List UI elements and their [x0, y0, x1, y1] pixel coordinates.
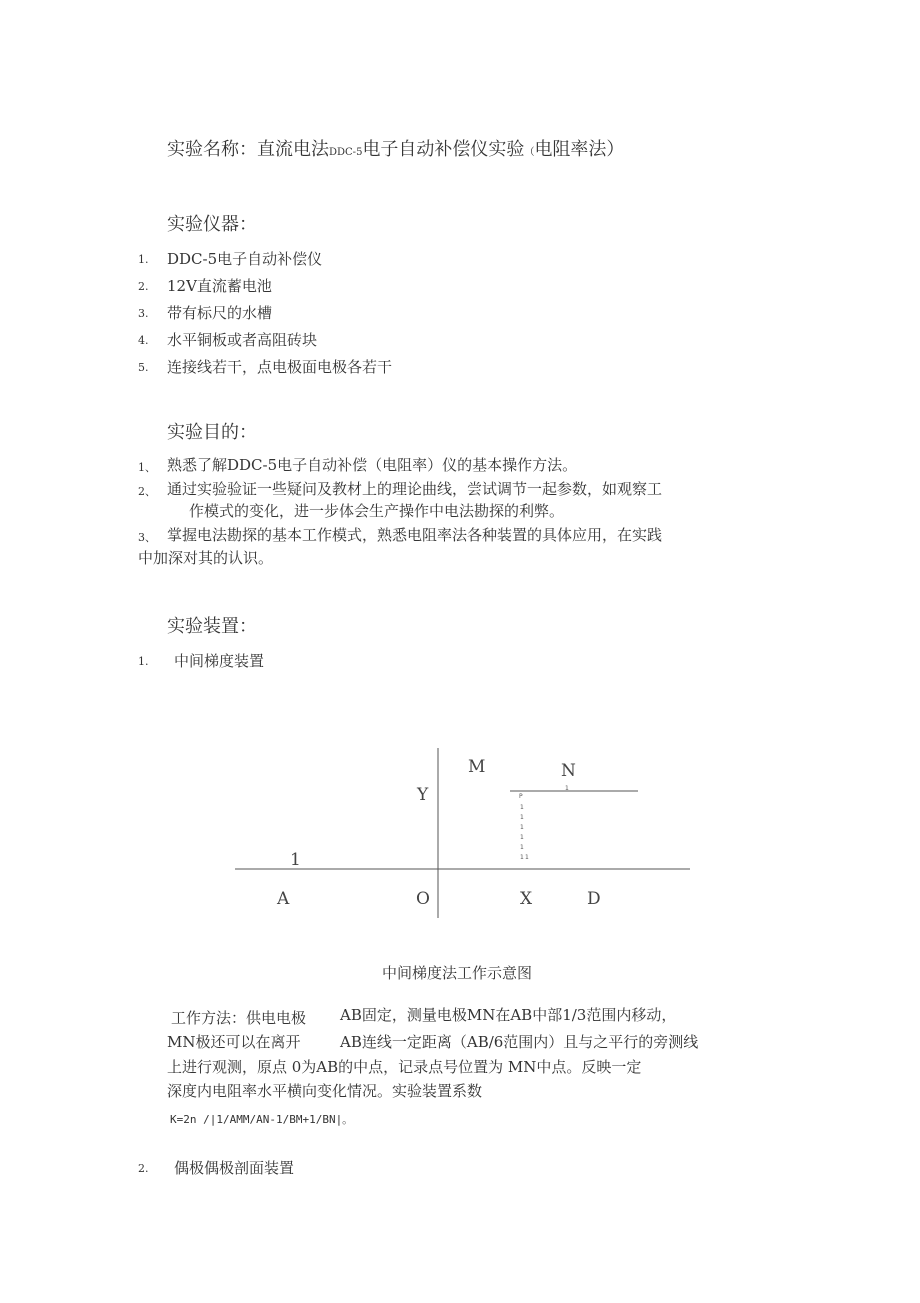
list-number: 4. [138, 334, 149, 347]
list-item: 通过实验验证一些疑问及教材上的理论曲线，尝试调节一起参数，如观察工 [167, 480, 663, 498]
label-m: M [468, 757, 486, 777]
list-number: 5. [138, 361, 149, 374]
tick-mark: 1 [520, 844, 524, 851]
setup-item: 中间梯度装置 [174, 652, 265, 670]
label-one: 1 [290, 850, 301, 870]
method-line: AB固定，测量电极MN在AB中部1/3范围内移动， [340, 1006, 677, 1024]
purpose-heading: 实验目的： [167, 422, 257, 443]
array-coefficient-formula: K=2n /|1/AMM/AN-1/BM+1/BN|。 [170, 1113, 354, 1126]
tick-mark: 1 [520, 854, 524, 861]
list-number: 1. [138, 253, 149, 266]
method-line: 深度内电阻率水平横向变化情况。实验装置系数 [167, 1082, 483, 1100]
list-item: 水平铜板或者高阻砖块 [167, 331, 318, 349]
label-o: O [416, 889, 430, 909]
list-item: 掌握电法勘探的基本工作模式，熟悉电阻率法各种装置的具体应用，在实践 [167, 526, 663, 544]
label-x: X [520, 889, 533, 909]
list-item: 熟悉了解DDC-5电子自动补偿（电阻率）仪的基本操作方法。 [167, 456, 578, 474]
setup-item: 偶极偶极剖面装置 [174, 1159, 295, 1177]
list-item: DDC-5电子自动补偿仪 [167, 250, 323, 268]
diagram-caption: 中间梯度法工作示意图 [382, 964, 533, 982]
list-number: 2、 [138, 485, 156, 498]
method-line: 工作方法：供电电极 [171, 1009, 307, 1027]
list-item: 连接线若干，点电极面电极各若干 [167, 358, 393, 376]
setup-heading: 实验装置： [167, 616, 257, 637]
tick-mark: 1 [520, 834, 524, 841]
list-item-continued: 中加深对其的认识。 [138, 549, 274, 567]
label-y: Y [417, 785, 429, 805]
tick-mark: 1 [520, 824, 524, 831]
list-number: 3. [138, 307, 149, 320]
list-item: 12V直流蓄电池 [167, 277, 272, 295]
method-line: MN极还可以在离开 [167, 1033, 301, 1051]
p-label: P [519, 793, 523, 800]
label-n: N [561, 761, 576, 781]
label-d: D [587, 889, 601, 909]
label-a: A [277, 889, 290, 909]
list-number: 1. [138, 655, 149, 668]
instruments-heading: 实验仪器： [167, 214, 257, 235]
list-item: 带有标尺的水槽 [167, 304, 273, 322]
list-number: 3、 [138, 531, 156, 544]
tick-mark: 1 [525, 854, 529, 861]
method-line: 上进行观测，原点 0为AB的中点，记录点号位置为 MN中点。反映一定 [167, 1058, 642, 1076]
tick-mark: 1 [520, 814, 524, 821]
list-item-continued: 作模式的变化，进一步体会生产操作中电法勘探的利弊。 [189, 502, 565, 520]
gradient-array-diagram [230, 745, 700, 925]
tick-mark: 1 [520, 804, 524, 811]
tick-mark: 1 [565, 785, 569, 792]
page-title: 实验名称：直流电法DDC-5电子自动补偿仪实验（电阻率法） [167, 139, 625, 160]
method-line: AB连线一定距离（AB/6范围内）且与之平行的旁测线 [340, 1033, 699, 1051]
list-number: 1、 [138, 461, 156, 474]
list-number: 2. [138, 280, 149, 293]
list-number: 2. [138, 1162, 149, 1175]
